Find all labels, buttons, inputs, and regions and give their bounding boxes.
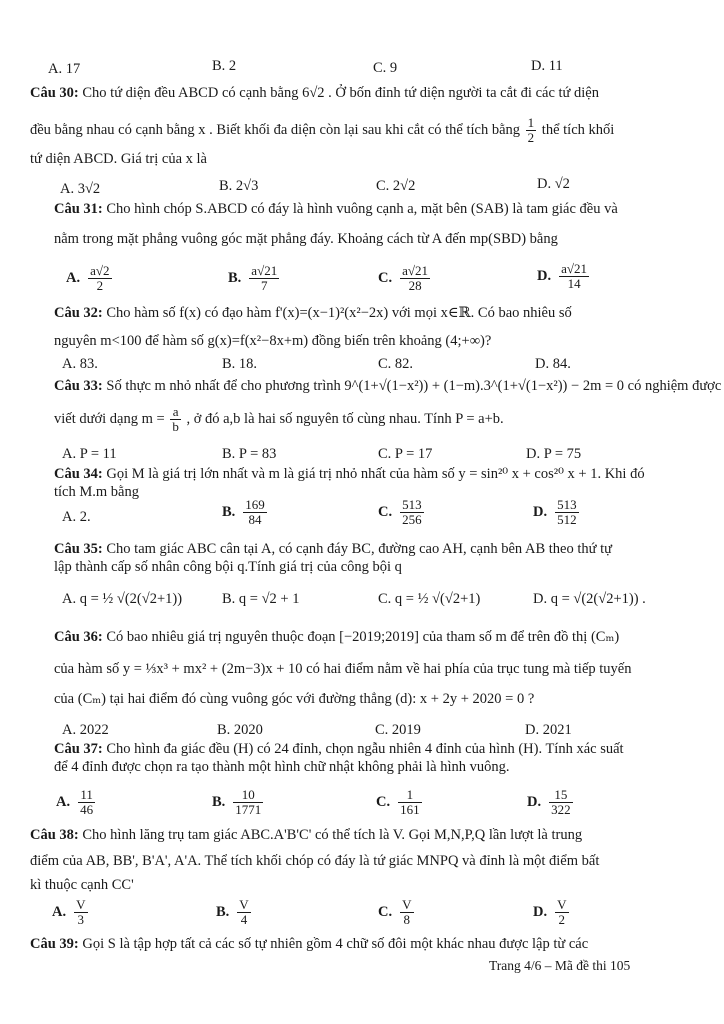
q35-option-c: C. q = ½ √(√2+1): [378, 591, 481, 607]
q32-label: Câu 32:: [54, 305, 103, 321]
q30-fraction: $\frac{1}{2}$: [527, 115, 535, 145]
q30-line1: Câu 30: Cho tứ diện đều ABCD có cạnh bằng 6√2 . Ở bốn đỉnh tứ diện người ta cắt đi các tứ diện: [30, 85, 599, 101]
q30-line2: đều bằng nhau có cạnh bằng x . Biết khối đa diện còn lại sau khi cắt có thể tích bằng $\frac{1}{2}$ thể tích khối: [30, 115, 615, 145]
q38-option-a: A. $\frac{V}{3}$: [52, 897, 86, 927]
q29-option-b: B. 2: [212, 58, 237, 74]
q37-option-d: D. $\frac{15}{322}$: [527, 787, 571, 817]
q38-line3: kì thuộc cạnh CC': [30, 877, 134, 893]
q36-line2: của hàm số y = ⅓x³ + mx² + (2m−3)x + 10 có hai điểm nằm về hai phía của trục tung mà tiếp tuyến: [54, 661, 632, 677]
q39-label: Câu 39:: [30, 936, 79, 952]
q31-option-a: A. $\frac{a√2}{2}$: [66, 263, 110, 293]
q35-line1: Câu 35: Cho tam giác ABC cân tại A, có cạnh đáy BC, đường cao AH, cạnh bên AB theo thứ tự: [54, 541, 613, 557]
q34-line2: tích M.m bằng: [54, 484, 139, 500]
q29-option-c: C. 9: [373, 60, 398, 76]
q36-option-c: C. 2019: [375, 722, 421, 738]
q30-option-d: D. √2: [537, 176, 570, 192]
q37-option-c: C. $\frac{1}{161}$: [376, 787, 420, 817]
q35-option-a: A. q = ½ √(2(√2+1)): [62, 591, 183, 607]
q30-option-a: A. 3√2: [60, 181, 101, 197]
q36-option-d: D. 2021: [525, 722, 572, 738]
q31-option-b: B. $\frac{a√21}{7}$: [228, 263, 278, 293]
q34-line1: Câu 34: Gọi M là giá trị lớn nhất và m là giá trị nhỏ nhất của hàm số y = sin²⁰ x + cos²⁰ x + 1. Khi đó: [54, 466, 645, 482]
q37-option-a: A. $\frac{11}{46}$: [56, 787, 94, 817]
q31-line2: nằm trong mặt phẳng vuông góc mặt phẳng đáy. Khoảng cách từ A đến mp(SBD) bằng: [54, 231, 558, 247]
q36-line3: của (Cₘ) tại hai điểm đó cùng vuông góc với đường thẳng (d): x + 2y + 2020 = 0 ?: [54, 691, 535, 707]
q37-line2: để 4 đỉnh được chọn ra tạo thành một hình chữ nhật không phải là hình vuông.: [54, 759, 510, 775]
q32-option-d: D. 84.: [535, 356, 571, 372]
q38-line1: Câu 38: Cho hình lăng trụ tam giác ABC.A'B'C' có thể tích là V. Gọi M,N,P,Q lần lượt là trung: [30, 827, 583, 843]
q35-option-d: D. q = √(2(√2+1)) .: [533, 591, 646, 607]
q29-option-d: D. 11: [531, 58, 563, 74]
q30-label: Câu 30:: [30, 85, 79, 101]
q32-option-a: A. 83.: [62, 356, 98, 372]
q33-label: Câu 33:: [54, 378, 103, 394]
q30-option-c: C. 2√2: [376, 178, 416, 194]
q31-label: Câu 31:: [54, 201, 103, 217]
q29-option-a: A. 17: [48, 61, 81, 77]
q34-option-d: D. $\frac{513}{512}$: [533, 497, 577, 527]
q30-line3: tứ diện ABCD. Giá trị của x là: [30, 151, 207, 167]
q36-label: Câu 36:: [54, 629, 103, 645]
q38-option-b: B. $\frac{V}{4}$: [216, 897, 249, 927]
q38-option-d: D. $\frac{V}{2}$: [533, 897, 567, 927]
q36-option-a: A. 2022: [62, 722, 109, 738]
q37-label: Câu 37:: [54, 741, 103, 757]
q37-line1: Câu 37: Cho hình đa giác đều (H) có 24 đỉnh, chọn ngẫu nhiên 4 đỉnh của hình (H). Tính xác suất: [54, 741, 624, 757]
q33-fraction: $\frac{a}{b}$: [172, 404, 179, 434]
q31-option-d: D. $\frac{a√21}{14}$: [537, 261, 588, 291]
q36-line1: Câu 36: Có bao nhiêu giá trị nguyên thuộc đoạn [−2019;2019] của tham số m để trên đồ thị (Cₘ): [54, 629, 620, 645]
q34-label: Câu 34:: [54, 466, 103, 482]
q33-option-d: D. P = 75: [526, 446, 582, 462]
page-footer: Trang 4/6 – Mã đề thi 105: [489, 958, 631, 973]
q38-label: Câu 38:: [30, 827, 79, 843]
q37-option-b: B. $\frac{10}{1771}$: [212, 787, 262, 817]
q33-option-c: C. P = 17: [378, 446, 433, 462]
q35-line2: lập thành cấp số nhân công bội q.Tính giá trị của công bội q: [54, 559, 402, 575]
q33-option-a: A. P = 11: [62, 446, 117, 462]
q31-option-c: C. $\frac{a√21}{28}$: [378, 263, 429, 293]
q34-option-c: C. $\frac{513}{256}$: [378, 497, 422, 527]
q32-line2: nguyên m<100 để hàm số g(x)=f(x²−8x+m) đồng biến trên khoảng (4;+∞)?: [54, 333, 492, 349]
q35-label: Câu 35:: [54, 541, 103, 557]
q38-option-c: C. $\frac{V}{8}$: [378, 897, 412, 927]
q33-line2: viết dưới dạng m = $\frac{a}{b}$ , ở đó a,b là hai số nguyên tố cùng nhau. Tính P = a+b.: [54, 404, 504, 434]
q34-option-a: A. 2.: [62, 509, 91, 525]
q32-line1: Câu 32: Cho hàm số f(x) có đạo hàm f'(x)=(x−1)²(x²−2x) với mọi x∈ℝ. Có bao nhiêu số: [54, 305, 572, 321]
q30-option-b: B. 2√3: [219, 178, 259, 194]
q36-option-b: B. 2020: [217, 722, 263, 738]
q33-line1: Câu 33: Số thực m nhỏ nhất để cho phương trình 9^(1+√(1−x²)) + (1−m).3^(1+√(1−x²)) − 2m = 0 có nghiệm được: [54, 378, 722, 394]
q34-option-b: B. $\frac{169}{84}$: [222, 497, 265, 527]
q35-option-b: B. q = √2 + 1: [222, 591, 300, 607]
q32-option-b: B. 18.: [222, 356, 258, 372]
q32-option-c: C. 82.: [378, 356, 414, 372]
q31-line1: Câu 31: Cho hình chóp S.ABCD có đáy là hình vuông cạnh a, mặt bên (SAB) là tam giác đều và: [54, 201, 618, 217]
q33-option-b: B. P = 83: [222, 446, 277, 462]
q38-line2: điểm của AB, BB', B'A', A'A. Thể tích khối chóp có đáy là tứ giác MNPQ và đỉnh là một điểm bất: [30, 853, 600, 869]
q39-line1: Câu 39: Gọi S là tập hợp tất cả các số tự nhiên gồm 4 chữ số đôi một khác nhau được lập từ các: [30, 936, 589, 952]
